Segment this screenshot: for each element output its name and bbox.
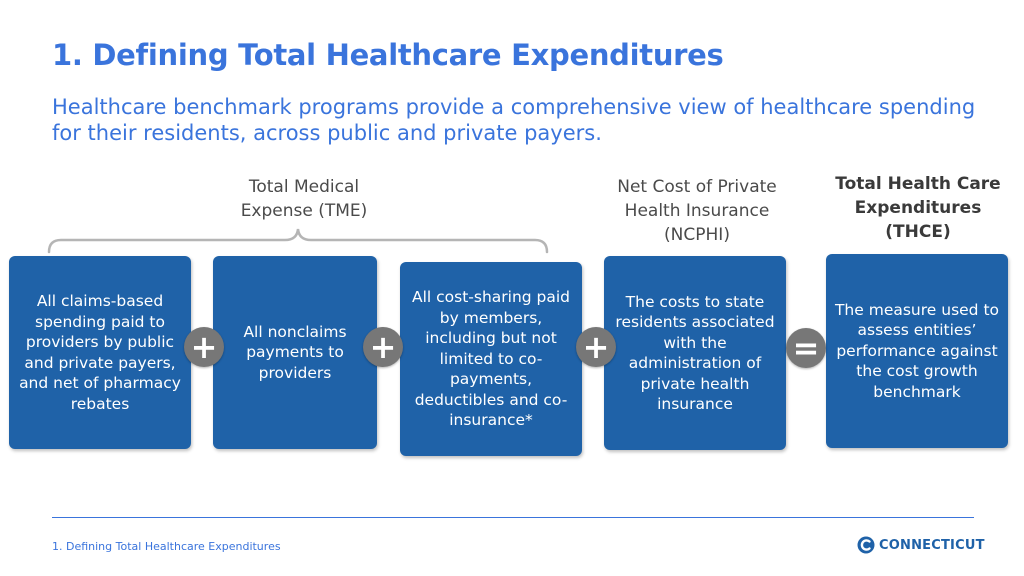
connecticut-logo-text: CONNECTICUT: [879, 537, 985, 553]
tme-label: Total Medical Expense (TME): [240, 177, 368, 221]
tme-bracket: [47, 226, 551, 256]
thce-label: Total Health Care Expenditures (THCE): [835, 174, 1001, 242]
ncphi-label: Net Cost of Private Health Insurance (NCPHI): [617, 177, 777, 245]
connecticut-logo: [857, 536, 985, 554]
plus-icon: +: [184, 327, 224, 367]
page-subtitle: Healthcare benchmark programs provide a comprehensive view of healthcare spending for their residents, across public and private payers.: [52, 95, 976, 145]
cost-sharing-box: All cost-sharing paid by members, including but not limited to co-payments, deductibles and co-insurance*: [400, 262, 582, 456]
footer-divider: [52, 517, 974, 518]
plus-icon: +: [363, 327, 403, 367]
connecticut-logo-icon: [857, 536, 875, 554]
plus-icon: +: [576, 327, 616, 367]
thce-box: The measure used to assess entities’ performance against the cost growth benchmark: [826, 254, 1008, 448]
nonclaims-box: All nonclaims payments to providers: [213, 256, 377, 449]
footer-text: 1. Defining Total Healthcare Expenditures: [52, 540, 281, 553]
page-title: 1. Defining Total Healthcare Expenditures: [52, 38, 724, 72]
ncphi-box: The costs to state residents associated with the administration of private health insurance: [604, 256, 786, 450]
equals-icon: =: [786, 328, 826, 368]
claims-box: All claims-based spending paid to providers by public and private payers, and net of pharmacy rebates: [9, 256, 191, 449]
